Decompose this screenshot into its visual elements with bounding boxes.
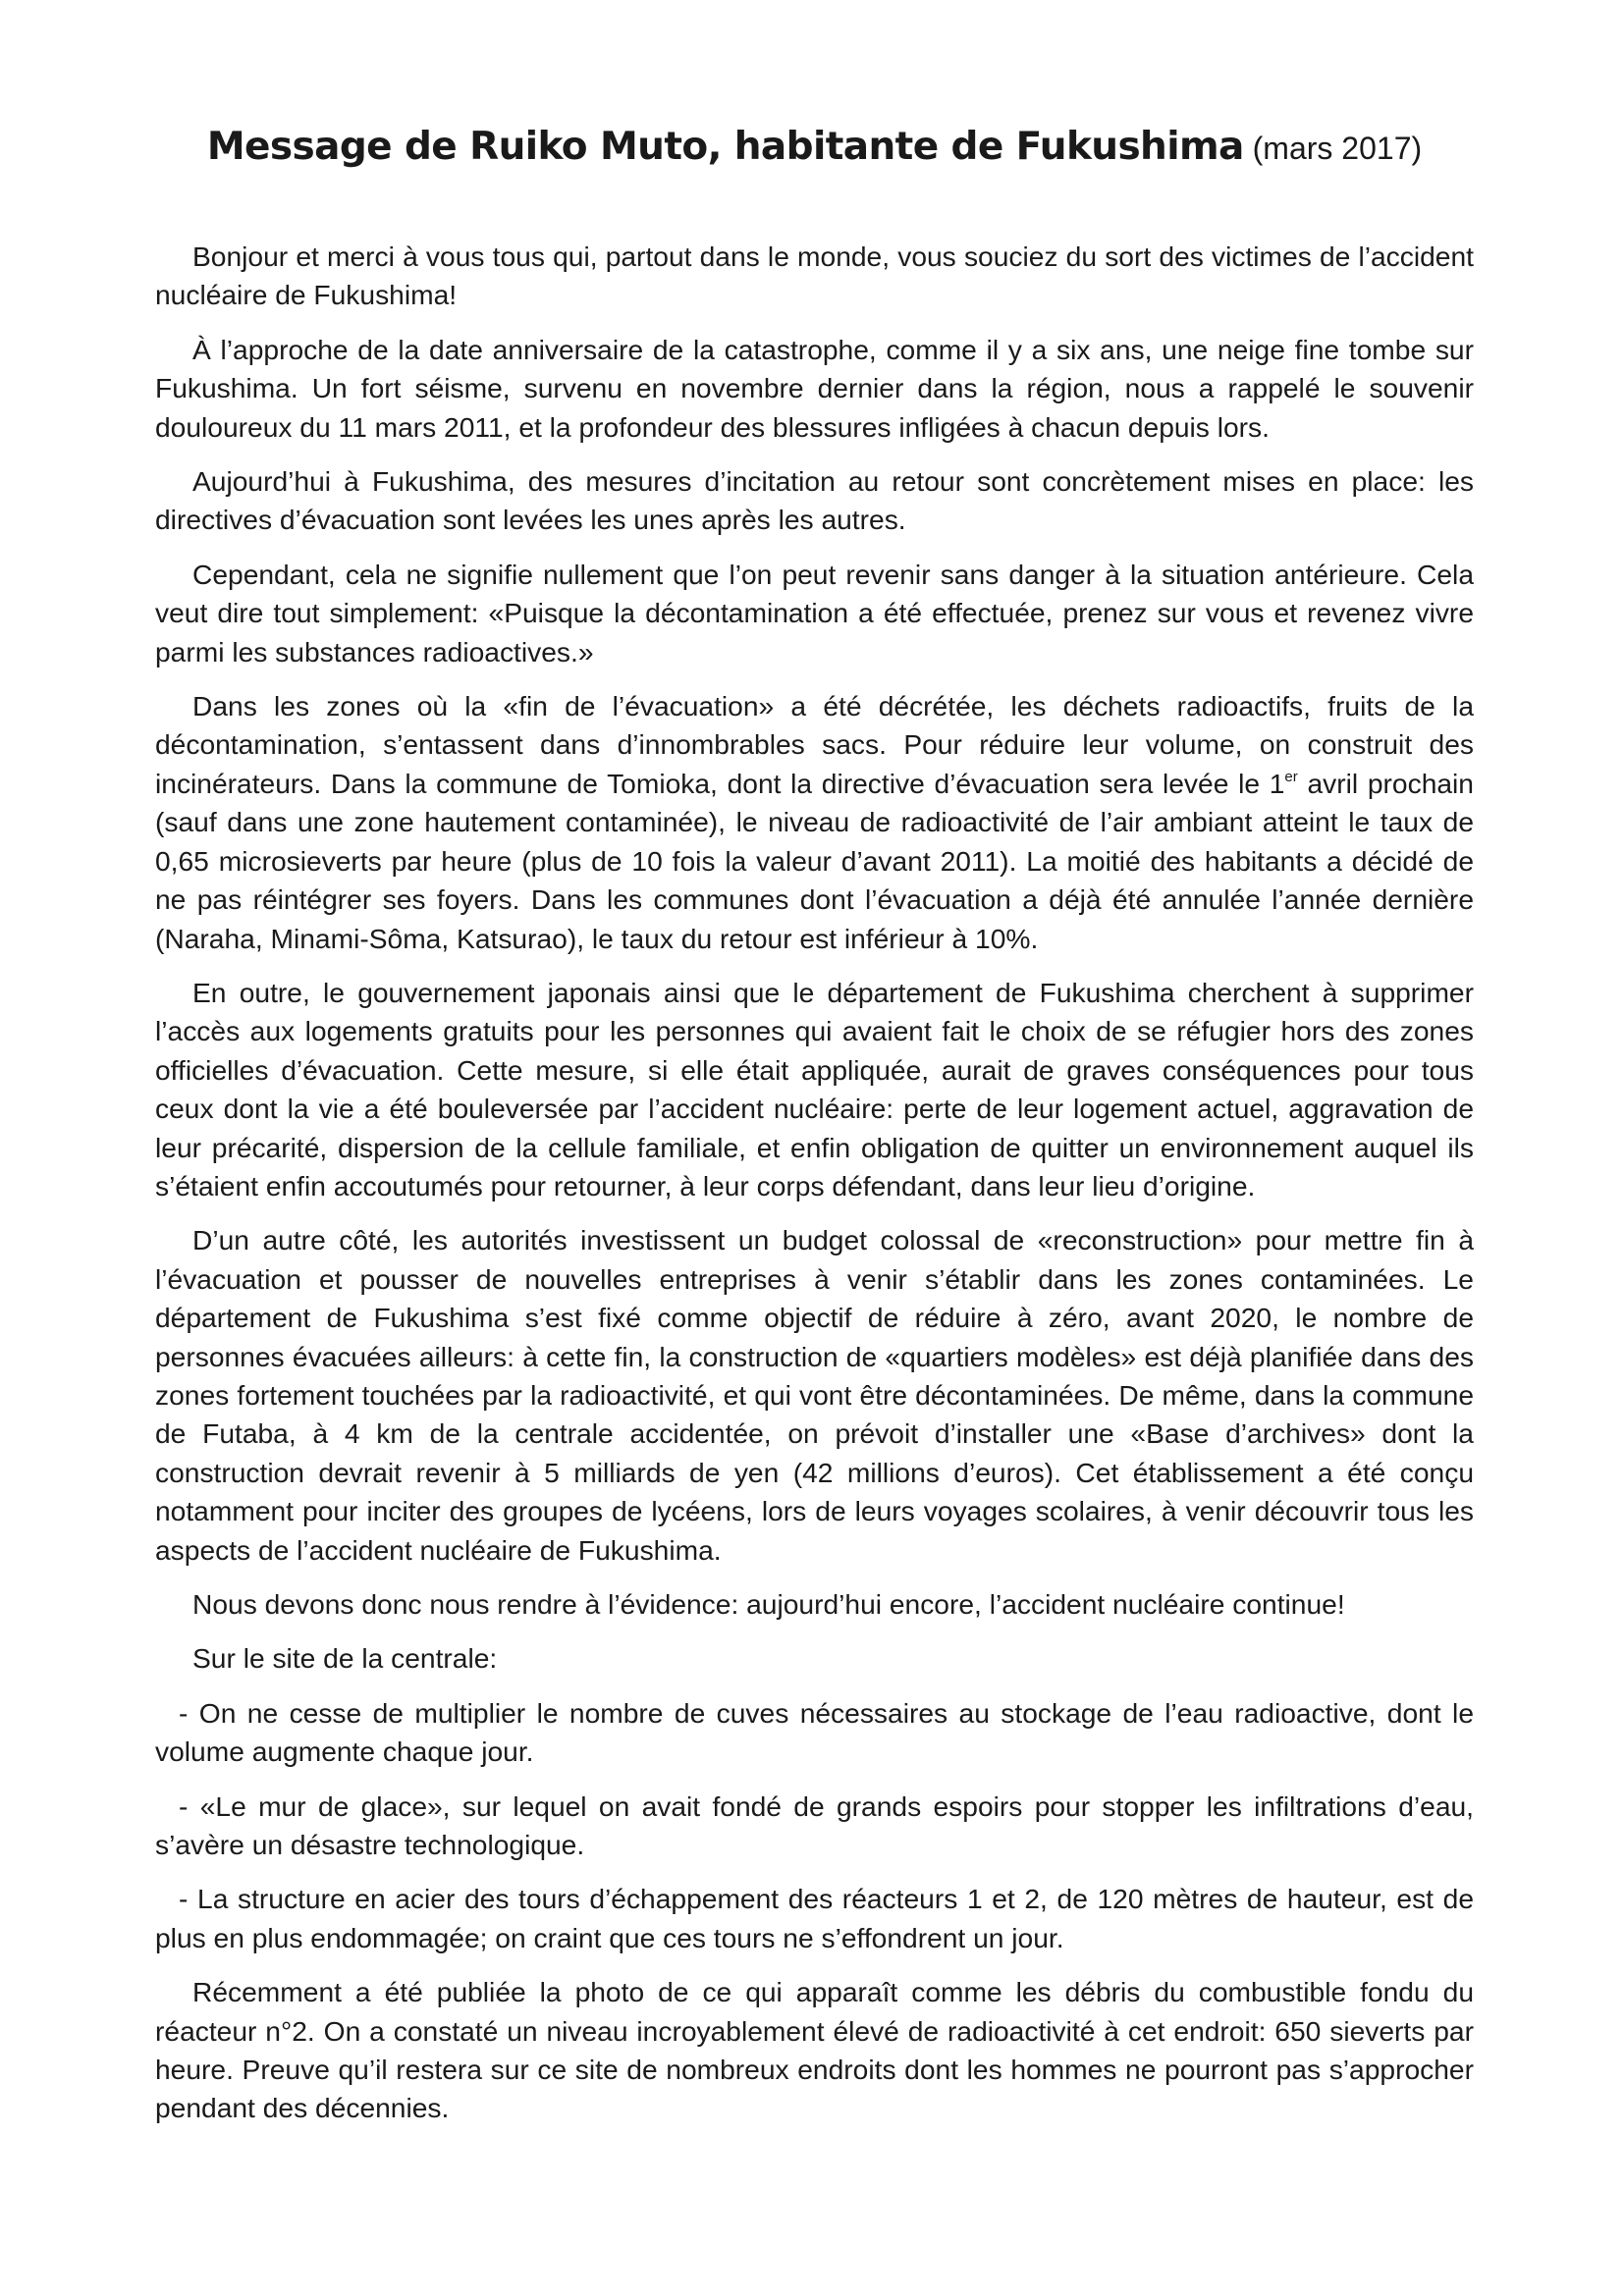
paragraph-radioactive-waste	[155, 687, 1474, 958]
paragraph-greeting: Bonjour et merci à vous tous qui, partout dans le monde, vous souciez du sort des victimes de l’accident nucléaire de Fukushima!	[155, 240, 1474, 311]
bullet-exhaust-towers: - La structure en acier des tours d’échappement des réacteurs 1 et 2, de 120 mètres de hauteur, est de plus en plus endommagée; on craint que ces tours ne s’effondrent un jour.	[155, 1883, 1474, 1953]
title-date: (mars 2017)	[1252, 131, 1423, 166]
paragraph-accident-continues: Nous devons donc nous rendre à l’évidence: aujourd’hui encore, l’accident nucléaire continue!	[192, 1588, 1345, 1620]
paragraph-reconstruction: D’un autre côté, les autorités investissent un budget colossal de «reconstruction» pour mettre fin à l’évacuation et pousser de nouvelles entreprises à venir s’établir dans les zones contaminées. Le département de Fukushima s’est fixé comme objectif de réduire à zéro, avant 2020, le nombre de personnes évacuées ailleurs: à cette fin, la construction de «quartiers modèles» est déjà planifiée dans des zones fortement touchées par la radioactivité, et qui vont être décontaminées. De même, dans la commune de Futaba, à 4 km de la centrale accidentée, on prévoit d’installer une «Base d’archives» dont la construction devrait revenir à 5 milliards de yen (42 millions d’euros). Cet établissement a été conçu notamment pour inciter des groupes de lycéens, lors de leurs voyages scolaires, à venir découvrir tous les aspects de l’accident nucléaire de Fukushima.	[155, 1224, 1474, 1566]
paragraph-text: avril prochain (sauf dans une zone hautement contaminée), le niveau de radioactivité de l’air ambiant atteint le taux de 0,65 microsieverts par heure (plus de 10 fois la valeur d’avant 2011). La moitié des habitants a décidé de ne pas réintégrer ses foyers. Dans les communes dont l’évacuation a déjà été annulée l’année dernière (Naraha, Minami-Sôma, Katsurao), le taux du retour est inférieur à 10%.	[155, 767, 1474, 954]
paragraph-plant-site: Sur le site de la centrale:	[192, 1642, 498, 1675]
bullet-ice-wall: - «Le mur de glace», sur lequel on avait fondé de grands espoirs pour stopper les infiltrations d’eau, s’avère un désastre technologique.	[155, 1789, 1474, 1861]
paragraph-anniversary: À l’approche de la date anniversaire de la catastrophe, comme il y a six ans, une neige fine tombe sur Fukushima. Un fort séisme, survenu en novembre dernier dans la région, nous a rappelé le souvenir douloureux du 11 mars 2011, et la profondeur des blessures infligées à chacun depuis lors.	[155, 333, 1474, 443]
page-title	[155, 118, 1474, 177]
paragraph-no-safe-return: Cependant, cela ne signifie nullement que l’on peut revenir sans danger à la situation antérieure. Cela veut dire tout simplement: «Puisque la décontamination a été effectuée, prenez sur vous et revenez vivre parmi les substances radioactives.»	[155, 558, 1474, 667]
title-main: Message de Ruiko Muto, habitante de Fukushima	[206, 125, 1244, 169]
ordinal-superscript: er	[1284, 768, 1298, 785]
bullet-water-tanks: - On ne cesse de multiplier le nombre de cuves nécessaires au stockage de l’eau radioactive, dont le volume augmente chaque jour.	[155, 1696, 1474, 1768]
paragraph-return-incentives: Aujourd’hui à Fukushima, des mesures d’incitation au retour sont concrètement mises en place: les directives d’évacuation sont levées les unes après les autres.	[155, 465, 1474, 536]
paragraph-housing: En outre, le gouvernement japonais ainsi que le département de Fukushima cherchent à supprimer l’accès aux logements gratuits pour les personnes qui avaient fait le choix de se réfugier hors des zones officielles d’évacuation. Cette mesure, si elle était appliquée, aurait de graves conséquences pour tous ceux dont la vie a été bouleversée par l’accident nucléaire: perte de leur logement actuel, aggravation de leur précarité, dispersion de la cellule familiale, et enfin obligation de quitter un environnement auquel ils s’étaient enfin accoutumés pour retourner, à leur corps défendant, dans leur lieu d’origine.	[155, 976, 1474, 1201]
paragraph-text: Dans les zones où la «fin de l’évacuation» a été décrétée, les déchets radioactifs, fruits de la décontamination, s’entassent dans d’innombrables sacs. Pour réduire leur volume, on construit des incinérateurs. Dans la commune de Tomioka, dont la directive d’évacuation sera levée le 1	[155, 690, 1474, 799]
paragraph-closing: Récemment a été publiée la photo de ce qui apparaît comme les débris du combustible fondu du réacteur n°2. On a constaté un niveau incroyablement élevé de radioactivité à cet endroit: 650 sieverts par heure. Preuve qu’il restera sur ce site de nombreux endroits dont les hommes ne pourront pas s’approcher pendant des décennies.	[155, 1976, 1474, 2124]
document-page	[155, 118, 1474, 2144]
